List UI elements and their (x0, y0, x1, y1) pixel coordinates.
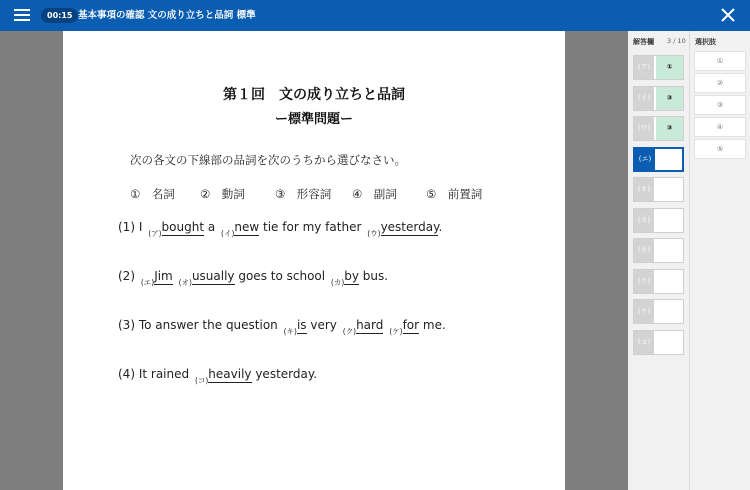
answer-slot-label: (ク) (634, 270, 654, 293)
sentence-text: tie for my father (259, 220, 366, 234)
page-title: 基本事項の確認 文の成り立ちと品詞 標準 (78, 10, 256, 21)
blank-marker: (ケ) (389, 327, 403, 336)
answer-slot-label: (ウ) (634, 117, 654, 140)
underlined-word: Jim (154, 269, 173, 283)
blank-marker: (オ) (178, 278, 192, 287)
answer-slot[interactable] (633, 55, 684, 80)
question-sheet (63, 31, 565, 490)
underlined-word: for (402, 318, 420, 332)
choice-item: ⑤ 前置詞 (426, 187, 483, 201)
answer-slot-value: ③ (656, 87, 683, 110)
blank-marker: (コ) (194, 376, 209, 385)
sentence-text: It rained (138, 367, 193, 381)
answer-slot[interactable] (633, 116, 684, 141)
blank-marker: (ク) (342, 327, 357, 336)
answer-slot-value (656, 300, 683, 323)
sheet-subheading: ー標準問題ー (274, 112, 353, 127)
answer-slot-value (656, 178, 683, 201)
choice-item: ④ 副詞 (352, 187, 397, 201)
option-button[interactable]: ⑤ (694, 139, 746, 159)
answer-slot-label: (コ) (634, 331, 654, 354)
question-1 (118, 220, 443, 238)
choice-item: ② 動詞 (200, 187, 245, 201)
answer-slot-value (656, 331, 683, 354)
sentence-text: bus. (358, 269, 389, 283)
underlined-word: by (344, 269, 359, 283)
option-button[interactable]: ④ (694, 117, 746, 137)
blank-marker: (ア) (148, 229, 162, 238)
underlined-word: new (234, 220, 260, 234)
underlined-word: yesterday (380, 220, 439, 234)
sentence-text: me. (419, 318, 446, 332)
question-number: (1) (118, 220, 135, 234)
option-button[interactable]: ① (694, 51, 746, 71)
answer-count: 3 / 10 (667, 37, 686, 45)
answer-slot-value (657, 149, 684, 170)
choice-item: ③ 形容詞 (275, 187, 332, 201)
answer-slot[interactable] (633, 269, 684, 294)
sentence-text (173, 269, 177, 283)
sentence-text (383, 318, 387, 332)
answer-slot-label: (オ) (634, 178, 654, 201)
answer-slot-label: (エ) (635, 149, 655, 170)
answer-slot-label: (ケ) (634, 300, 654, 323)
blank-marker: (カ) (330, 278, 345, 287)
underlined-word: hard (356, 318, 384, 332)
side-panel (628, 31, 750, 490)
answer-slot-value (656, 209, 683, 232)
instruction-text: 次の各文の下線部の品詞を次のうちから選びなさい。 (130, 153, 406, 167)
answer-slot-label: (キ) (634, 239, 654, 262)
blank-marker: (キ) (283, 327, 297, 336)
sentence-text: a (204, 220, 220, 234)
underlined-word: heavily (208, 367, 252, 381)
answer-column (628, 31, 689, 490)
sheet-heading: 第１回 文の成り立ちと品詞 (223, 87, 405, 103)
choice-item: ① 名詞 (130, 187, 175, 201)
sentence-text: yesterday. (251, 367, 318, 381)
answer-slot[interactable] (633, 299, 684, 324)
question-number: (4) (118, 367, 135, 381)
question-4 (118, 367, 318, 385)
answer-slot[interactable] (633, 177, 684, 202)
document-viewer[interactable] (0, 31, 628, 490)
option-button[interactable]: ② (694, 73, 746, 93)
answer-slot-value (656, 239, 683, 262)
answer-slot[interactable] (633, 86, 684, 111)
underlined-word: is (296, 318, 307, 332)
blank-marker: (イ) (221, 229, 235, 238)
answer-slot[interactable] (633, 208, 684, 233)
sentence-text: To answer the question (138, 318, 282, 332)
question-number: (2) (118, 269, 135, 283)
sentence-text: goes to school (234, 269, 329, 283)
sentence-text: . (438, 220, 443, 234)
sentence-text: very (306, 318, 341, 332)
question-2 (118, 269, 389, 287)
blank-marker: (ウ) (367, 229, 381, 238)
answer-slot-value (656, 270, 683, 293)
top-bar (0, 0, 750, 31)
options-column (689, 31, 750, 490)
options-panel-title: 選択肢 (695, 38, 716, 46)
answer-slot-value: ① (656, 56, 683, 79)
question-number: (3) (118, 318, 135, 332)
question-3 (118, 318, 446, 336)
underlined-word: usually (191, 269, 235, 283)
answer-slot-label: (ア) (634, 56, 654, 79)
answer-slot-value: ③ (656, 117, 683, 140)
answer-slot[interactable] (633, 147, 684, 172)
timer-badge: 00:15 (41, 8, 78, 23)
close-icon[interactable] (721, 8, 735, 22)
blank-marker: (エ) (140, 278, 155, 287)
answer-slot-label: (イ) (634, 87, 654, 110)
answer-slot[interactable] (633, 330, 684, 355)
answer-panel-title: 解答欄 (633, 38, 654, 46)
hamburger-menu-icon[interactable] (14, 9, 30, 22)
underlined-word: bought (161, 220, 205, 234)
option-button[interactable]: ③ (694, 95, 746, 115)
answer-slot[interactable] (633, 238, 684, 263)
sentence-text: I (138, 220, 147, 234)
answer-slot-label: (カ) (634, 209, 654, 232)
